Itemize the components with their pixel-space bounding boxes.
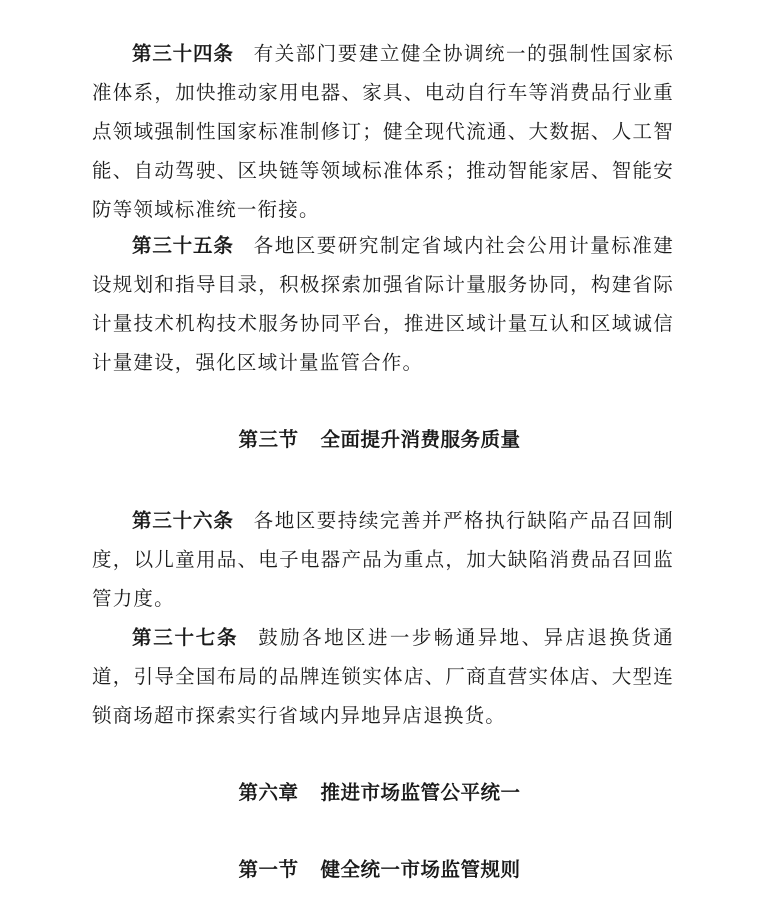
- chapter-label: 第六章: [238, 781, 299, 804]
- article-34: [92, 34, 674, 229]
- chapter-title: 推进市场监管公平统一: [320, 781, 521, 804]
- article-number: 第三十七条: [132, 626, 239, 649]
- section-heading-3: [0, 425, 759, 455]
- section-heading-1: [0, 855, 759, 885]
- article-number: 第三十六条: [132, 509, 234, 532]
- article-text: 各地区要研究制定省域内社会公用计量标准建设规划和指导目录，积极探索加强省际计量服务协同，构建省际计量技术机构技术服务协同平台，推进区域计量互认和区域诚信计量建设，强化区域计量监管合作。: [92, 234, 674, 374]
- article-36: [92, 501, 674, 618]
- article-number: 第三十五条: [132, 234, 234, 257]
- section-title: 全面提升消费服务质量: [320, 428, 521, 451]
- article-37: [92, 618, 674, 735]
- article-number: 第三十四条: [132, 42, 234, 65]
- article-text: 有关部门要建立健全协调统一的强制性国家标准体系，加快推动家用电器、家具、电动自行车等消费品行业重点领域强制性国家标准制修订；健全现代流通、大数据、人工智能、自动驾驶、区块链等领域标准体系；推动智能家居、智能安防等领域标准统一衔接。: [92, 42, 674, 221]
- article-text: 各地区要持续完善并严格执行缺陷产品召回制度，以儿童用品、电子电器产品为重点，加大缺陷消费品召回监管力度。: [92, 509, 674, 610]
- section-title: 健全统一市场监管规则: [320, 858, 521, 881]
- section-label: 第三节: [238, 428, 299, 451]
- section-label: 第一节: [238, 858, 299, 881]
- article-35: [92, 226, 674, 382]
- chapter-heading-6: [0, 778, 759, 808]
- article-text: 鼓励各地区进一步畅通异地、异店退换货通道，引导全国布局的品牌连锁实体店、厂商直营实体店、大型连锁商场超市探索实行省域内异地异店退换货。: [92, 626, 674, 727]
